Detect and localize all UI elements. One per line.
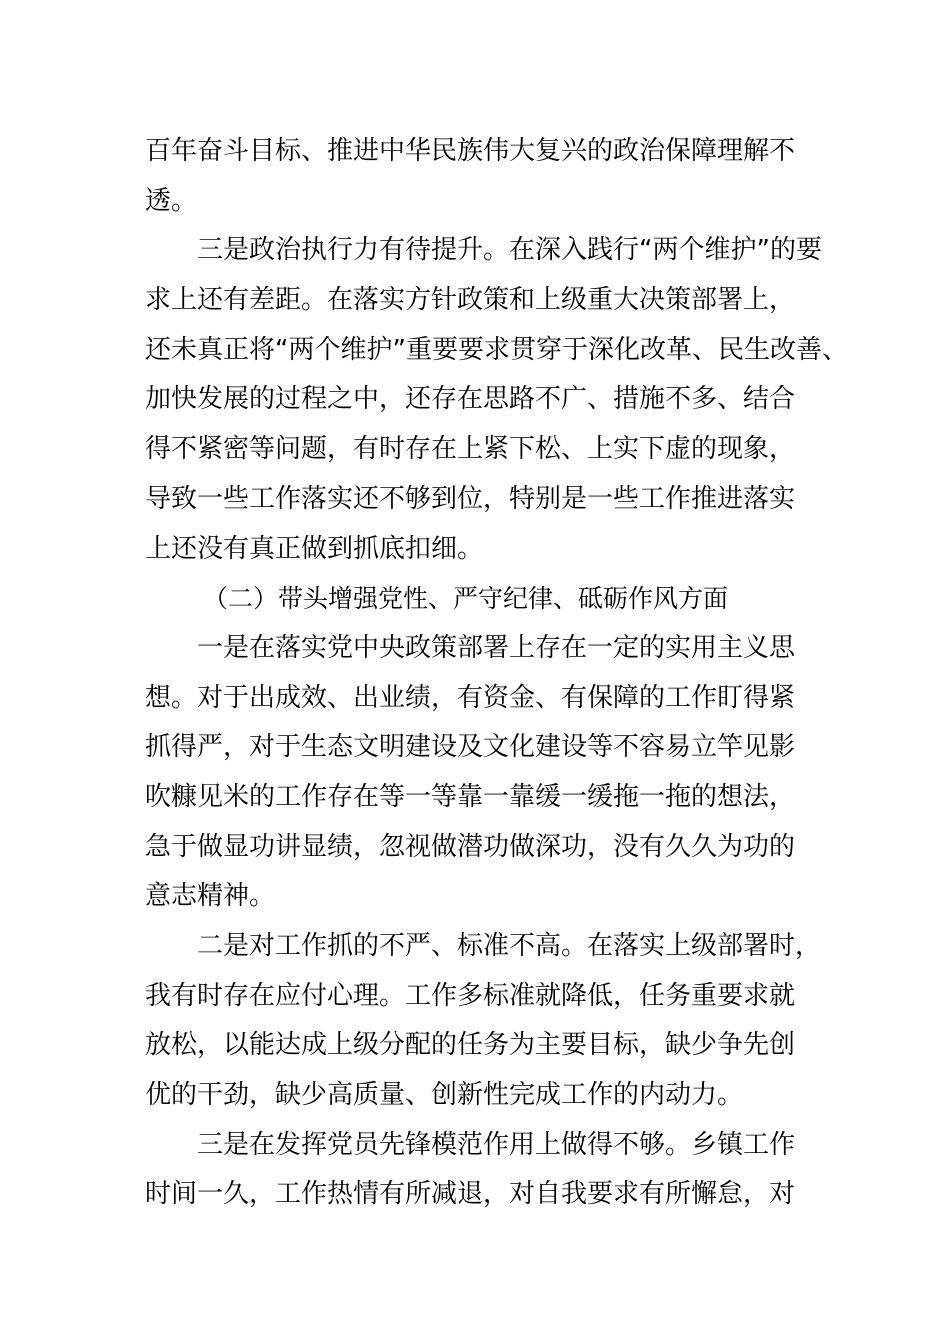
- paragraph-start: 三是在发挥党员先锋模范作用上做得不够。乡镇工作: [197, 1129, 796, 1160]
- text-line: 加快发展的过程之中，还存在思路不广、措施不多、结合: [145, 384, 796, 415]
- text-line: 想。对于出成效、出业绩，有资金、有保障的工作盯得紧: [145, 682, 796, 713]
- paragraph-start: 一是在落实党中央政策部署上存在一定的实用主义思: [197, 632, 796, 663]
- paragraph-start: 二是对工作抓的不严、标准不高。在落实上级部署时，: [197, 931, 822, 961]
- text-line: 百年奋斗目标、推进中华民族伟大复兴的政治保障理解不: [145, 136, 796, 166]
- text-line: 时间一久，工作热情有所减退，对自我要求有所懈怠，对: [145, 1179, 796, 1210]
- text-line: 吹糠见米的工作存在等一等靠一靠缓一缓拖一拖的想法，: [145, 781, 796, 812]
- text-line: 急于做显功讲显绩，忽视做潜功做深功，没有久久为功的: [145, 831, 796, 862]
- text-line: 意志精神。: [145, 881, 276, 912]
- text-line: 导致一些工作落实还不够到位，特别是一些工作推进落实: [145, 483, 796, 514]
- text-line: 优的干劲，缺少高质量、创新性完成工作的内动力。: [145, 1080, 744, 1111]
- text-line: 上还没有真正做到抓底扣细。: [145, 533, 484, 564]
- text-line: 透。: [145, 185, 198, 216]
- text-line: 我有时存在应付心理。工作多标准就降低，任务重要求就: [145, 980, 796, 1011]
- document-body: [145, 127, 848, 1220]
- text-line: 放松，以能达成上级分配的任务为主要目标，缺少争先创: [145, 1030, 796, 1061]
- text-line: 还未真正将“两个维护”重要要求贯穿于深化改革、民生改善、: [145, 334, 848, 365]
- paragraph-start: 三是政治执行力有待提升。在深入践行“两个维护”的要: [197, 235, 822, 266]
- text-line: 抓得严，对于生态文明建设及文化建设等不容易立竿见影: [145, 732, 796, 763]
- section-heading: （二）带头增强党性、严守纪律、砥砺作风方面: [203, 584, 729, 614]
- text-line: 求上还有差距。在落实方针政策和上级重大决策部署上，: [145, 285, 796, 316]
- text-line: 得不紧密等问题，有时存在上紧下松、上实下虚的现象，: [145, 434, 796, 465]
